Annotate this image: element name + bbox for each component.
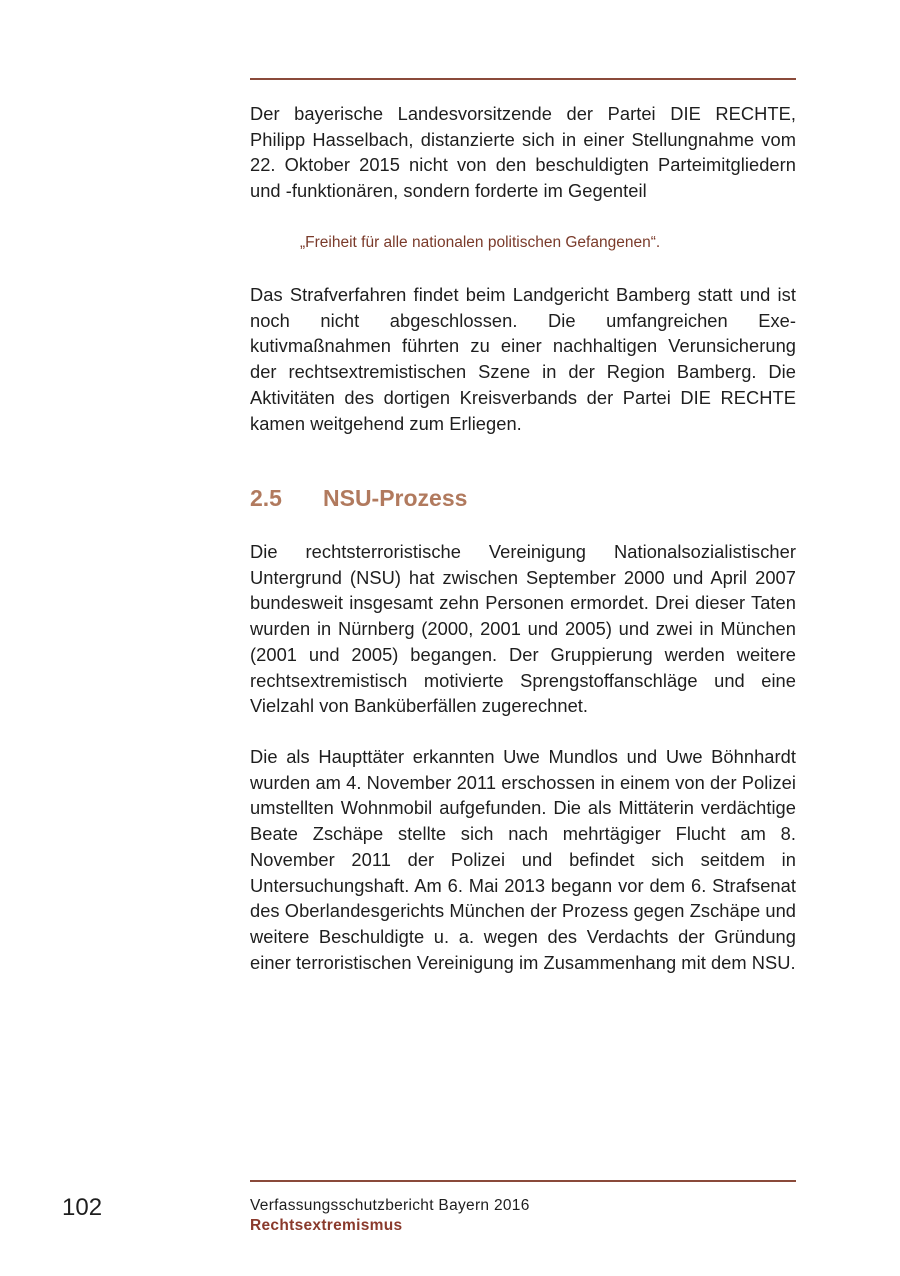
- block-quote: „Freiheit für alle nationalen politischen Gefangenen“.: [300, 234, 661, 251]
- section-heading: [250, 482, 467, 514]
- header-rule: [250, 78, 796, 80]
- footer-rule: [250, 1180, 796, 1182]
- section-title: NSU-Prozess: [323, 485, 468, 511]
- body-paragraph-4: [250, 744, 796, 975]
- body-paragraph-2: [250, 282, 796, 436]
- footer-chapter-title: Rechtsextremismus: [250, 1217, 403, 1234]
- body-paragraph-1: [250, 101, 796, 204]
- page-number: 102: [62, 1194, 103, 1221]
- body-paragraph-3: [250, 539, 796, 719]
- paragraph-text: Das Strafverfahren findet beim Landgericht Bamberg statt und ist noch nicht abgeschlossen. Die umfangreichen Exekutivmaßnahmen führten zu einer nachhaltigen Verunsicherung der rechtsextremistischen Szene in der Region Bamberg. Die Aktivitäten des dortigen Kreisverbands der Partei DIE RECHTE kamen weitgehend zum Erliegen.: [250, 284, 796, 434]
- paragraph-text: Die rechtsterroristische Vereinigung Nationalsozialistischer Untergrund (NSU) hat zwischen September 2000 und April 2007 bundesweit insgesamt zehn Personen ermordet. Drei dieser Taten wurden in Nürnberg (2000, 2001 und 2005) und zwei in München (2001 und 2005) begangen. Der Gruppierung werden weitere rechtsextremistisch motivierte Sprengstoffanschläge und eine Vielzahl von Banküberfällen zugerechnet.: [250, 541, 796, 717]
- section-number: 2.5: [250, 485, 282, 511]
- paragraph-text: Der bayerische Landesvorsitzende der Partei DIE RECHTE, Philipp Hasselbach, distanzierte sich in einer Stellungnahme vom 22. Oktober 2015 nicht von den beschuldigten Parteimitgliedern und -funktionären, sondern forderte im Gegenteil: [250, 103, 796, 202]
- paragraph-text: Die als Haupttäter erkannten Uwe Mundlos und Uwe Böhnhardt wurden am 4. November 2011 erschossen in einem von der Polizei umstellten Wohnmobil aufgefunden. Die als Mittäterin verdächtige Beate Zschäpe stellte sich nach mehrtägiger Flucht am 8. November 2011 der Polizei und befindet sich seitdem in Untersuchungshaft. Am 6. Mai 2013 begann vor dem 6. Strafsenat des Oberlandesgerichts München der Prozess gegen Zschäpe und weitere Beschuldigte u. a. wegen des Verdachts der Gründung einer terroristischen Vereinigung im Zusammenhang mit dem NSU.: [250, 746, 796, 973]
- footer-publication-title: Verfassungsschutzbericht Bayern 2016: [250, 1197, 530, 1214]
